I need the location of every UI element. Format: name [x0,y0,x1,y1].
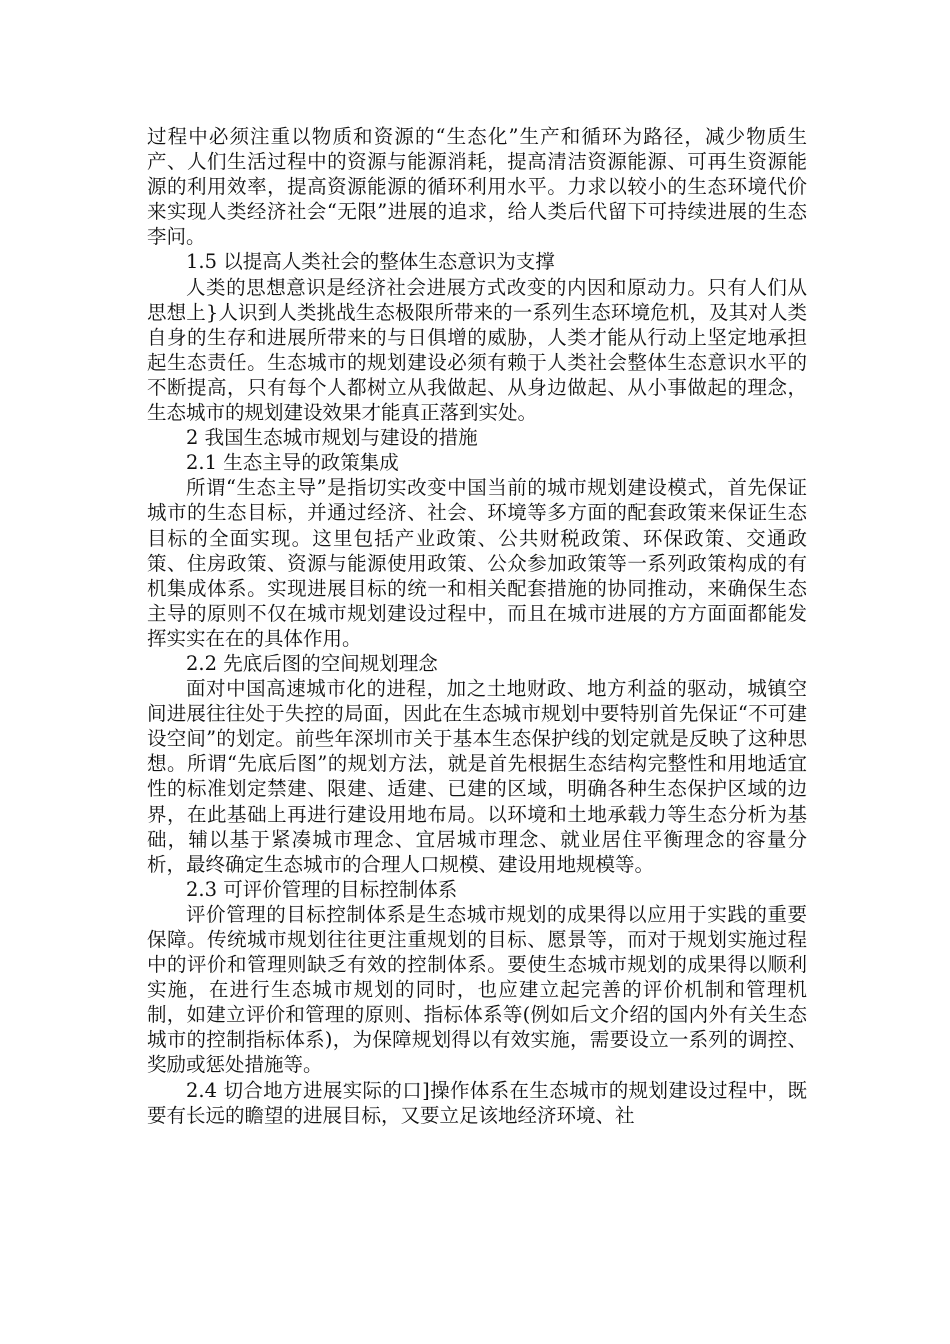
section-heading-1-5: 1.5 以提高人类社会的整体生态意识为支撑 [186,250,555,274]
paragraph-intro-continuation: 过程中必须注重以物质和资源的“生态化”生产和循环为路径，减少物质生产、人们生活过程中的资源与能源消耗，提高清洁资源能源、可再生资源能源的利用效率，提高资源能源的循环利用水平。力求以较小的生态环境代价来实现人类经济社会“无限”进展的追求，给人类后代留下可持续进展的生态李问。 [147,125,807,249]
paragraph-spatial-planning: 面对中国高速城市化的进程，加之土地财政、地方利益的驱动，城镇空间进展往往处于失控的局面，因此在生态城市规划中要特别首先保证“不可建设空间”的划定。前些年深圳市关于基本生态保护线的划定就是反映了这种思想。所谓“先底后图”的规划方法，就是首先根据生态结构完整性和用地适宜性的标准划定禁建、限建、适建、已建的区域，明确各种生态保护区域的边界，在此基础上再进行建设用地布局。以环境和土地承载力等生态分析为基础，辅以基于紧凑城市理念、宜居城市理念、就业居住平衡理念的容量分析，最终确定生态城市的合理人口规模、建设用地规模等。 [147,677,807,876]
paragraph-section-2-4: 2.4 切合地方进展实际的口]操作体系在生态城市的规划建设过程中，既要有长远的瞻望的进展目标，又要立足该地经济环境、社 [147,1078,807,1127]
section-heading-2: 2 我国生态城市规划与建设的措施 [186,426,478,450]
section-heading-2-2: 2.2 先底后图的空间规划理念 [186,651,438,675]
paragraph-ecological-awareness: 人类的思想意识是经济社会进展方式改变的内因和原动力。只有人们从思想上}人识到人类挑战生态极限所带来的一系列生态环境危机，及其对人类自身的生存和进展所带来的与日俱增的威胁，人类才能从行动上坚定地承担起生态责任。生态城市的规划建设必须有赖于人类社会整体生态意识水平的不断提高，只有每个人都树立从我做起、从身边做起、从小事做起的理念，生态城市的规划建设效果才能真正落到实处。 [147,275,807,425]
section-heading-2-1: 2.1 生态主导的政策集成 [186,451,399,475]
paragraph-policy-integration: 所谓“生态主导”是指切实改变中国当前的城市规划建设模式，首先保证城市的生态目标，并通过经济、社会、环境等多方面的配套政策来保证生态目标的全面实现。这里包括产业政策、公共财税政策、环保政策、交通政策、住房政策、资源与能源使用政策、公众参加政策等一系列政策构成的有机集成体系。实现进展目标的统一和相关配套措施的协同推动，来确保生态主导的原则不仅在城市规划建设过程中，而且在城市进展的方方面面都能发挥实实在在的具体作用。 [147,476,807,650]
document-page [147,124,807,1128]
section-heading-2-3: 2.3 可评价管理的目标控制体系 [186,877,458,901]
paragraph-target-control-system: 评价管理的目标控制体系是生态城市规划的成果得以应用于实践的重要保障。传统城市规划往往更注重规划的目标、愿景等，而对于规划实施过程中的评价和管理则缺乏有效的控制体系。要使生态城市规划的成果得以顺利实施，在进行生态城市规划的同时，也应建立起完善的评价机制和管理机制，如建立评价和管理的原则、指标体系等(例如后文介绍的国内外有关生态城市的控制指标体系)，为保障规划得以有效实施，需要设立一系列的调控、奖励或惩处措施等。 [147,902,807,1077]
